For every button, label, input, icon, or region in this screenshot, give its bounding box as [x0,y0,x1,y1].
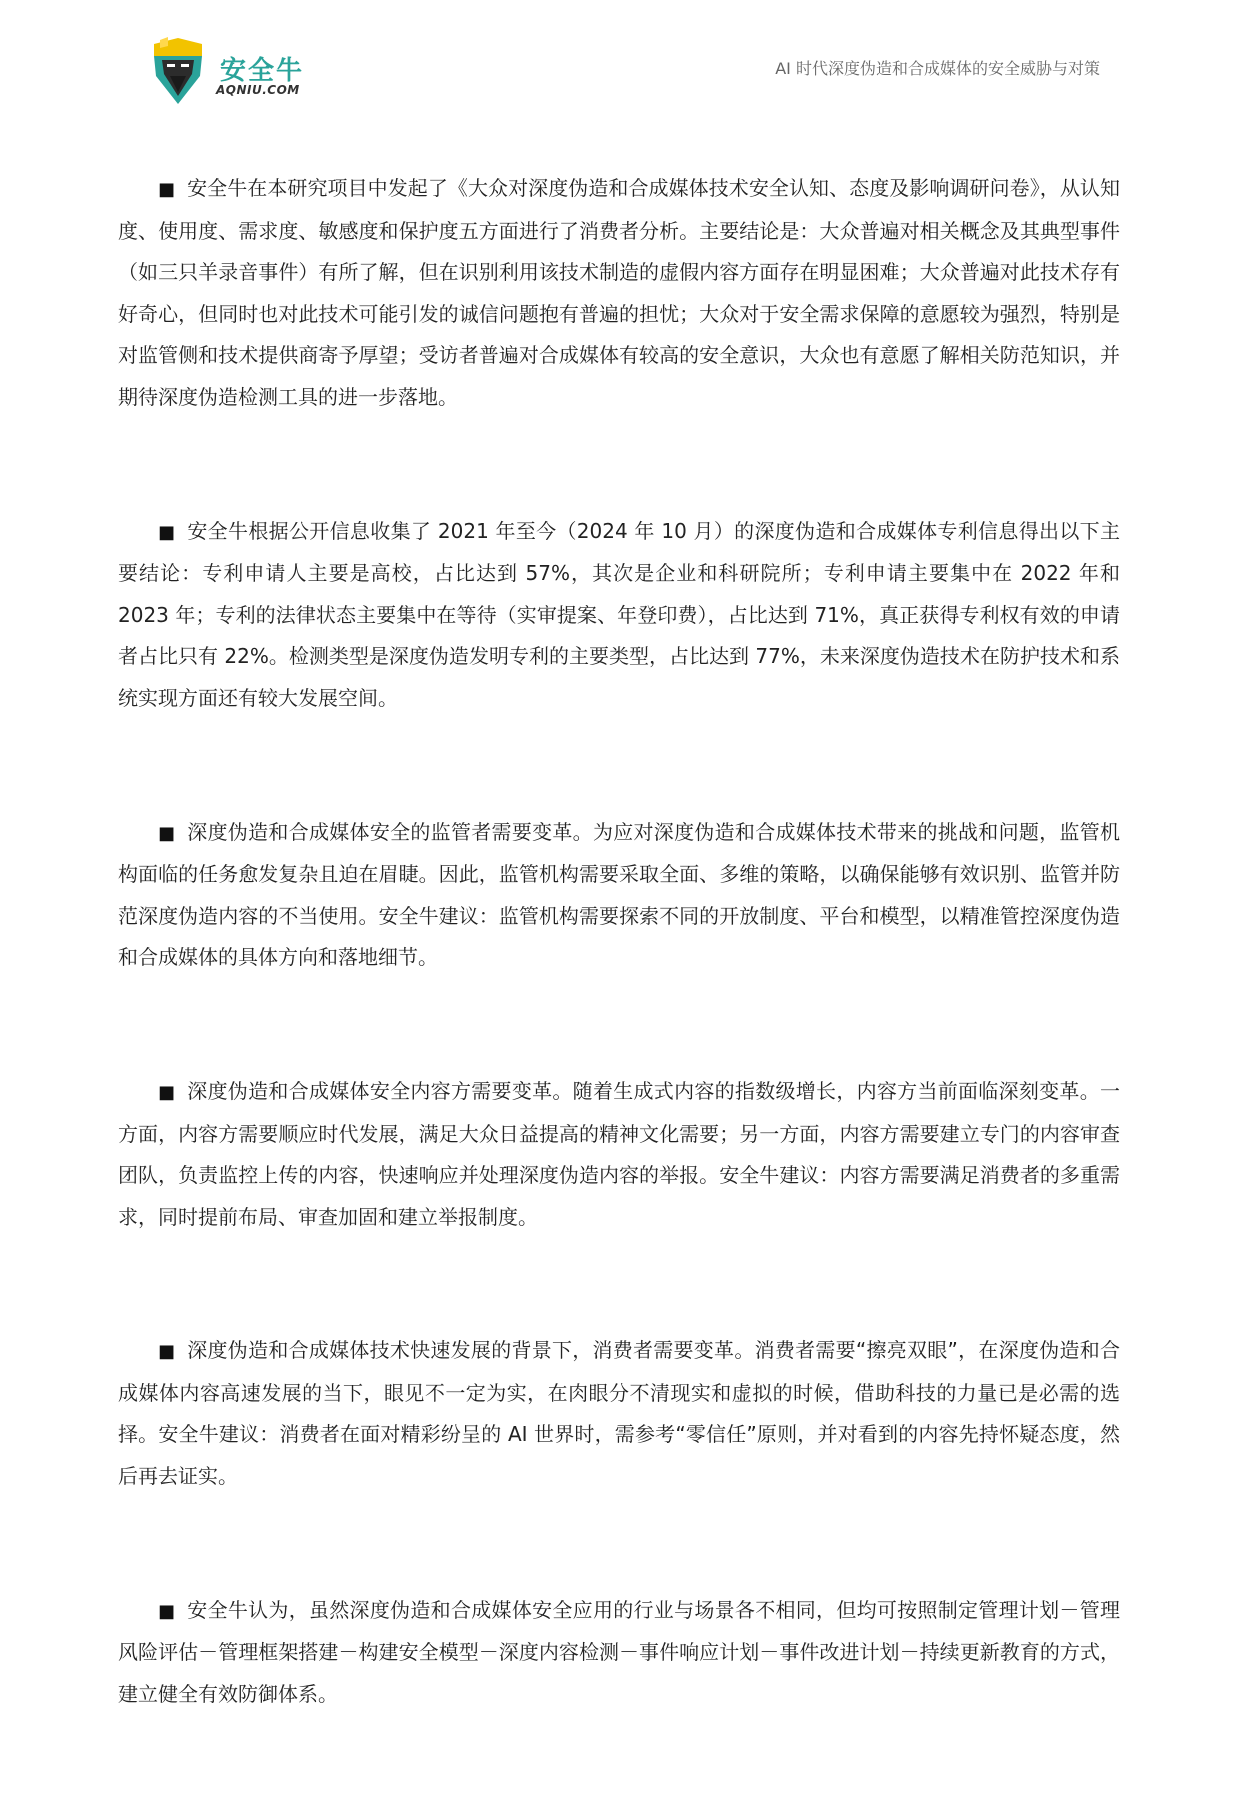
paragraph-3 [118,812,1120,979]
paragraph-2 [118,511,1120,720]
paragraph-text: 深度伪造和合成媒体安全内容方需要变革。随着生成式内容的指数级增长，内容方当前面临深刻变革。一方面，内容方需要顺应时代发展，满足大众日益提高的精神文化需要；另一方面，内容方需要建立专门的内容审查团队，负责监控上传的内容，快速响应并处理深度伪造内容的举报。安全牛建议：内容方需要满足消费者的多重需求，同时提前布局、审查加固和建立举报制度。 [118,1078,1120,1229]
paragraph-1 [118,168,1120,419]
bullet-icon: ■ [158,1341,176,1363]
bullet-icon: ■ [158,521,176,543]
shield-helmet-logo-icon [150,36,206,106]
page-header [0,0,1240,120]
paragraph-4 [118,1071,1120,1238]
paragraph-text: 深度伪造和合成媒体安全的监管者需要变革。为应对深度伪造和合成媒体技术带来的挑战和问题，监管机构面临的任务愈发复杂且迫在眉睫。因此，监管机构需要采取全面、多维的策略，以确保能够有效识别、监管并防范深度伪造内容的不当使用。安全牛建议：监管机构需要探索不同的开放制度、平台和模型，以精准管控深度伪造和合成媒体的具体方向和落地细节。 [118,819,1120,970]
document-title: AI 时代深度伪造和合成媒体的安全威胁与对策 [775,59,1100,78]
bullet-icon: ■ [158,1600,176,1622]
paragraph-6 [118,1590,1120,1716]
bullet-icon: ■ [158,822,176,844]
paragraph-5 [118,1330,1120,1497]
paragraph-text: 安全牛认为，虽然深度伪造和合成媒体安全应用的行业与场景各不相同，但均可按照制定管理计划－管理风险评估－管理框架搭建－构建安全模型－深度内容检测－事件响应计划－事件改进计划－持续更新教育的方式，建立健全有效防御体系。 [118,1597,1120,1706]
logo-text-en: AQNIU.COM [216,83,300,97]
bullet-icon: ■ [158,1081,176,1103]
paragraph-text: 深度伪造和合成媒体技术快速发展的背景下，消费者需要变革。消费者需要“擦亮双眼”，在深度伪造和合成媒体内容高速发展的当下，眼见不一定为实，在肉眼分不清现实和虚拟的时候，借助科技的力量已是必需的选择。安全牛建议：消费者在面对精彩纷呈的 AI 世界时，需参考“零信任”原则，并对看到的内容先持怀疑态度，然后再去证实。 [118,1338,1120,1489]
bullet-icon: ■ [158,179,176,200]
main-content [118,168,1120,1807]
logo-text-cn: 安全牛 [220,56,305,86]
paragraph-text: 安全牛在本研究项目中发起了《大众对深度伪造和合成媒体技术安全认知、态度及影响调研问卷》，从认知度、使用度、需求度、敏感度和保护度五方面进行了消费者分析。主要结论是：大众普遍对相关概念及其典型事件（如三只羊录音事件）有所了解，但在识别利用该技术制造的虚假内容方面存在明显困难；大众普遍对此技术存有好奇心，但同时也对此技术可能引发的诚信问题抱有普遍的担忧；大众对于安全需求保障的意愿较为强烈，特别是对监管侧和技术提供商寄予厚望；受访者普遍对合成媒体有较高的安全意识，大众也有意愿了解相关防范知识，并期待深度伪造检测工具的进一步落地。 [118,176,1120,409]
paragraph-text: 安全牛根据公开信息收集了 2021 年至今（2024 年 10 月）的深度伪造和合成媒体专利信息得出以下主要结论：专利申请人主要是高校，占比达到 57%，其次是企业和科研院所；专利申请主要集中在 2022 年和 2023 年；专利的法律状态主要集中在等待（实审提案、年登印费），占比达到 71%，真正获得专利权有效的申请者占比只有 22%。检测类型是深度伪造发明专利的主要类型，占比达到 77%，未来深度伪造技术在防护技术和系统实现方面还有较大发展空间。 [118,518,1120,710]
